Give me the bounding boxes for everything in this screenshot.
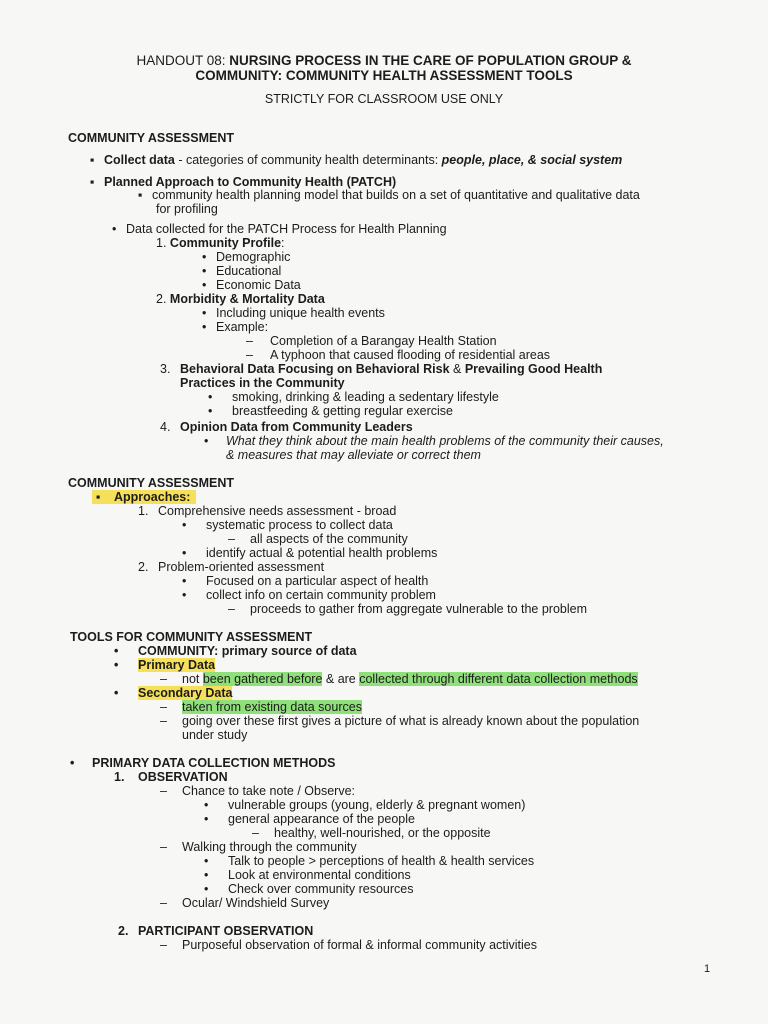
secondary-data-label: Secondary Data [138,686,233,700]
collect-text: - categories of community health determinants: [174,153,442,167]
list-item [246,348,550,363]
section3-heading: TOOLS FOR COMMUNITY ASSESSMENT [70,630,313,644]
list-item [202,250,290,265]
list-item [202,306,385,321]
list-item [182,546,437,561]
item3-title-a: Behavioral Data Focusing on Behavioral Risk [180,362,450,376]
section1-heading: COMMUNITY ASSESSMENT [68,131,234,145]
approach-2 [138,560,324,575]
dash-marker: – [160,672,167,686]
list-item [202,278,301,293]
number-marker: 3. [160,362,171,376]
bullet-dot-icon: • [202,320,207,334]
obs-1b1: healthy, well-nourished, or the opposite [274,826,491,840]
community-primary-source: COMMUNITY: primary source of data [138,644,357,658]
bullet-dot-icon: • [182,574,187,588]
item3-title-b: Prevailing Good Health [464,362,603,376]
title-prefix: HANDOUT 08: [136,53,230,68]
obs-1b: general appearance of the people [228,812,415,826]
list-item [204,854,534,869]
page-number: 1 [704,963,711,975]
item1-c: Economic Data [216,278,301,292]
bullet-dot-icon: • [204,812,209,826]
item1-colon: : [281,236,285,250]
item1 [156,236,285,251]
list-item [182,588,436,603]
approach-1-1a: all aspects of the community [250,532,408,546]
list-item [160,784,355,799]
item1-a: Demographic [216,250,291,264]
page-subtitle: STRICTLY FOR CLASSROOM USE ONLY [264,92,504,106]
number-marker: 1. [114,770,125,784]
dash-marker: – [160,714,167,728]
bullet-dot-icon: • [202,264,207,278]
collect-emph: people, place, & social system [441,153,623,167]
obs-title: OBSERVATION [138,770,228,784]
list-item [246,334,497,349]
primary-data-label: Primary Data [138,658,216,672]
bullet-dot-icon: • [204,798,209,812]
list-item [208,404,453,419]
page-title [0,53,768,68]
list-item [228,532,408,547]
section2-heading: COMMUNITY ASSESSMENT [68,476,234,490]
list-item [114,686,232,701]
approach-1-2: identify actual & potential health problems [206,546,438,560]
list-item [114,658,215,673]
obs-2b: Look at environmental conditions [228,868,411,882]
section4-heading-text: PRIMARY DATA COLLECTION METHODS [92,756,336,770]
bullet-dot-icon: • [182,546,187,560]
bullet-dot-icon: • [208,390,213,404]
dash-marker: – [252,826,259,840]
item3 [160,362,602,377]
obs-1a: vulnerable groups (young, elderly & pregnant women) [228,798,526,812]
item2-a: Including unique health events [216,306,385,320]
dash-marker: – [228,602,235,616]
obs-1: Chance to take note / Observe: [182,784,356,798]
number-marker: 2. [118,924,129,938]
section4-heading [70,756,336,771]
list-item [160,714,639,729]
list-item [160,700,362,715]
item2 [156,292,325,307]
dash-marker: – [160,700,167,714]
patch-desc-line2: for profiling [156,202,218,216]
item1-title: Community Profile [169,236,282,250]
obs-item [114,770,228,785]
dash-marker: – [160,938,167,952]
item4-a1: What they think about the main health problems of the community their causes, [226,434,664,448]
obs-2a: Talk to people > perceptions of health & health services [228,854,535,868]
list-item [252,826,491,841]
bullet-dot-icon: • [202,306,207,320]
participant-1: Purposeful observation of formal & informal community activities [182,938,538,952]
number-marker: 2. [138,560,149,574]
item3-title-c: Practices in the Community [180,376,345,390]
bullet-square-icon: ▪ [90,153,95,167]
patch-desc [138,188,640,203]
list-item [160,840,357,855]
list-item [202,320,268,335]
bullet-dot-icon: • [204,882,209,896]
bullet-square-icon: ▪ [90,175,95,189]
approaches-label: Approaches: [114,490,191,504]
dash-marker: – [228,532,235,546]
number-marker: 4. [160,420,171,434]
primary-highlight2: collected through different data collection methods [359,672,638,686]
participant-title: PARTICIPANT OBSERVATION [138,924,314,938]
approach-1-text: Comprehensive needs assessment - broad [158,504,397,518]
primary-highlight1: been gathered before [202,672,323,686]
item1-b: Educational [216,264,282,278]
primary-not: not [182,672,203,686]
bullet-dot-icon: • [204,854,209,868]
approach-2-1: Focused on a particular aspect of health [206,574,429,588]
title-line2: COMMUNITY: COMMUNITY HEALTH ASSESSMENT TOOLS [195,68,573,83]
secondary-1: taken from existing data sources [182,700,362,714]
number-marker: 1. [138,504,149,518]
list-item [182,574,428,589]
item2-b2: A typhoon that caused flooding of residential areas [270,348,551,362]
bullet-square-icon: ▪ [138,188,143,202]
approach-1 [138,504,396,519]
secondary-2a: going over these first gives a picture of what is already known about the population [182,714,640,728]
bullet-dot-icon: • [114,658,119,672]
list-item [204,882,413,897]
list-item [204,868,411,883]
number-marker: 2. [156,292,167,306]
bullet-dot-icon: • [114,686,119,700]
obs-3: Ocular/ Windshield Survey [182,896,330,910]
bullet-dot-icon: • [182,588,187,602]
secondary-2b: under study [182,728,248,742]
bullet-dot-icon: • [202,250,207,264]
item4-a2: & measures that may alleviate or correct them [226,448,481,462]
bullet-dot-icon: • [114,644,119,658]
bullet-dot-icon: • [70,756,75,770]
collect-data-item [90,153,622,168]
data-collected-item [112,222,447,237]
item3-title-amp: & [449,362,465,376]
list-item [204,798,525,813]
list-item [160,672,638,687]
bullet-dot-icon: • [202,278,207,292]
participant-item [118,924,313,939]
primary-mid: & are [322,672,360,686]
item4-title: Opinion Data from Community Leaders [180,420,413,434]
dash-marker: – [160,896,167,910]
number-marker: 1. [156,236,167,250]
list-item [204,812,415,827]
list-item [114,644,357,659]
list-item [160,938,537,953]
dash-marker: – [246,348,253,362]
item3-b: breastfeeding & getting regular exercise [232,404,453,418]
list-item [202,264,281,279]
bullet-square-icon: ▪ [96,490,101,504]
approaches-item [92,490,196,505]
obs-2c: Check over community resources [228,882,414,896]
list-item [204,434,664,449]
approach-2-text: Problem-oriented assessment [158,560,325,574]
item3-a: smoking, drinking & leading a sedentary lifestyle [232,390,499,404]
approach-1-1: systematic process to collect data [206,518,393,532]
item2-title: Morbidity & Mortality Data [169,292,325,306]
item2-b: Example: [216,320,269,334]
dash-marker: – [160,840,167,854]
dash-marker: – [160,784,167,798]
patch-desc-line1: community health planning model that builds on a set of quantitative and qualitative data [152,188,640,202]
list-item [208,390,499,405]
bullet-dot-icon: • [204,868,209,882]
list-item [228,602,587,617]
collect-label: Collect data [104,153,175,167]
bullet-dot-icon: • [204,434,209,448]
approach-2-2a: proceeds to gather from aggregate vulnerable to the problem [250,602,588,616]
data-collected-text: Data collected for the PATCH Process for Health Planning [126,222,447,236]
bullet-dot-icon: • [208,404,213,418]
approach-2-2: collect info on certain community problem [206,588,436,602]
item4 [160,420,413,435]
obs-2: Walking through the community [182,840,357,854]
patch-heading: Planned Approach to Community Health (PATCH) [104,175,397,189]
bullet-dot-icon: • [182,518,187,532]
item2-b1: Completion of a Barangay Health Station [270,334,497,348]
list-item [160,896,329,911]
title-line1: NURSING PROCESS IN THE CARE OF POPULATION GROUP & [229,53,632,68]
bullet-dot-icon: • [112,222,117,236]
list-item [182,518,393,533]
dash-marker: – [246,334,253,348]
